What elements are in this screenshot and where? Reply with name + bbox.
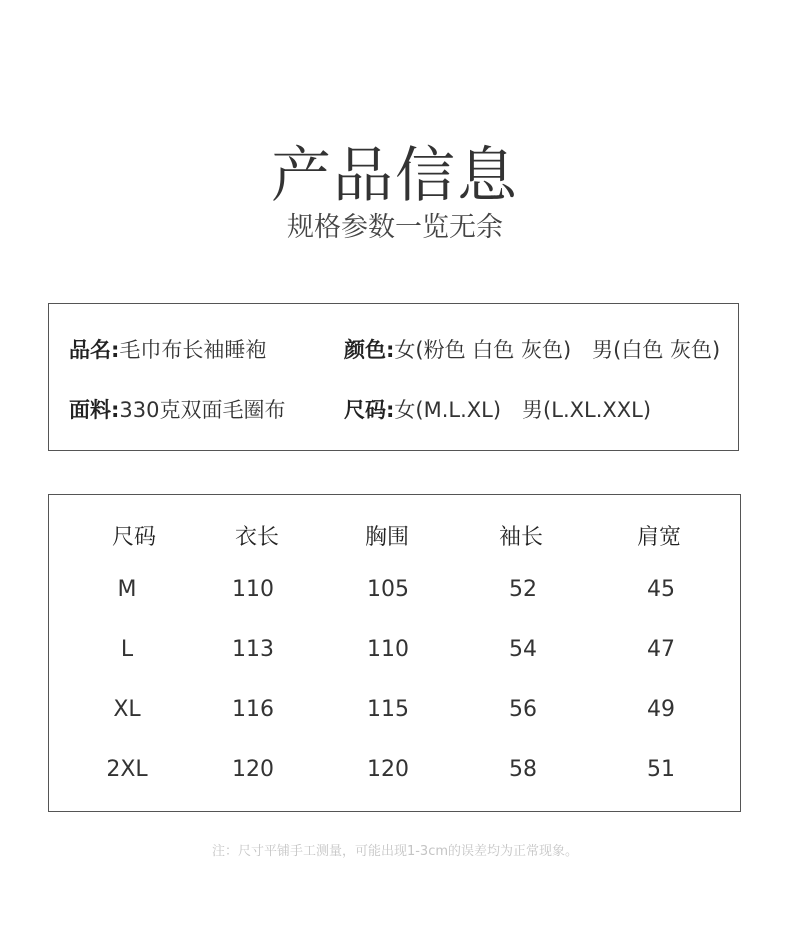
table-cell: 49 [647, 697, 675, 722]
info-color-label: 颜色: [344, 338, 395, 362]
table-cell: 56 [509, 697, 537, 722]
info-size-row [344, 395, 651, 425]
info-name-label: 品名: [69, 338, 120, 362]
info-fabric-row [69, 395, 286, 425]
product-info-box [48, 303, 739, 451]
table-cell: 58 [509, 757, 537, 782]
table-header-size: 尺码 [111, 525, 156, 550]
info-name-value: 毛巾布长袖睡袍 [119, 338, 267, 362]
table-header-sleeve: 袖长 [498, 525, 543, 550]
table-cell: XL [113, 697, 141, 722]
table-cell: 54 [509, 637, 537, 662]
table-cell: 2XL [106, 757, 148, 782]
info-color-value: 女(粉色 白色 灰色) 男(白色 灰色) [394, 338, 721, 362]
table-cell: 51 [647, 757, 675, 782]
info-name-row [69, 335, 266, 365]
info-fabric-label: 面料: [69, 398, 120, 422]
table-cell: 105 [367, 577, 409, 602]
table-cell: 110 [367, 637, 409, 662]
info-fabric-value: 330克双面毛圈布 [119, 398, 286, 422]
table-cell: L [120, 637, 134, 662]
table-cell: 120 [367, 757, 409, 782]
info-color-row [344, 335, 720, 365]
table-cell: 52 [509, 577, 537, 602]
table-cell: 45 [647, 577, 675, 602]
info-size-label: 尺码: [344, 398, 395, 422]
table-header-shoulder: 肩宽 [636, 525, 681, 550]
table-cell: 110 [232, 577, 274, 602]
table-header-chest: 胸围 [364, 525, 409, 550]
table-cell: 115 [367, 697, 409, 722]
table-cell: 120 [232, 757, 274, 782]
size-table [48, 494, 741, 812]
page-title: 产品信息 [271, 141, 519, 211]
table-header-length: 衣长 [234, 525, 279, 550]
table-cell: 116 [232, 697, 274, 722]
info-size-value: 女(M.L.XL) 男(L.XL.XXL) [394, 398, 652, 422]
page-subtitle: 规格参数一览无余 [287, 212, 503, 243]
table-cell: 47 [647, 637, 675, 662]
table-cell: M [117, 577, 137, 602]
measurement-note: 注：尺寸平铺手工测量，可能出现1-3cm的误差均为正常现象。 [211, 844, 579, 859]
table-cell: 113 [232, 637, 274, 662]
